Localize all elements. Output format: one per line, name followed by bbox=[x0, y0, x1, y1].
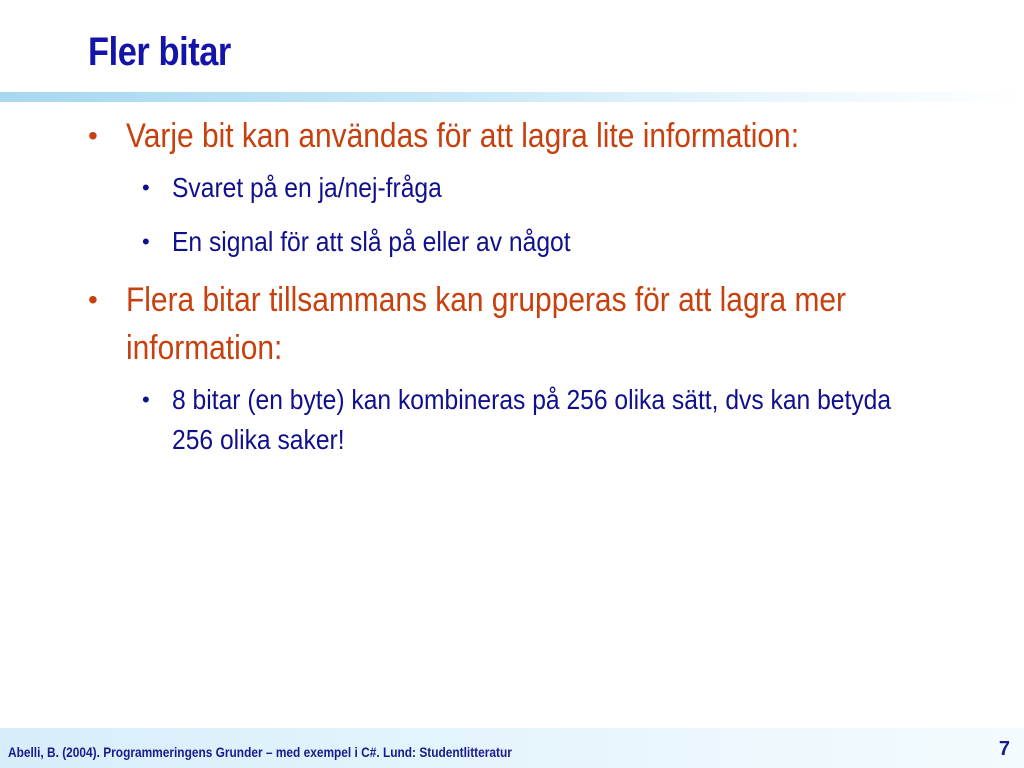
slide-title: Fler bitar bbox=[88, 30, 231, 74]
bullet-item bbox=[88, 112, 888, 160]
title-divider bbox=[0, 92, 1024, 102]
sub-bullet-item bbox=[88, 380, 892, 460]
page-number: 7 bbox=[998, 738, 1010, 760]
slide-body bbox=[88, 112, 892, 474]
sub-bullet-text: 8 bitar (en byte) kan kombineras på 256 olika sätt, dvs kan betyda 256 olika saker! bbox=[172, 384, 892, 455]
bullet-icon: • bbox=[142, 175, 150, 200]
bullet-icon: • bbox=[142, 387, 150, 412]
sub-bullet-item bbox=[88, 168, 888, 208]
footer-citation: Abelli, B. (2004). Programmeringens Grunder – med exempel i C#. Lund: Studentlitteratur bbox=[8, 744, 512, 760]
bullet-icon: • bbox=[88, 284, 98, 315]
sub-bullet-item bbox=[88, 222, 888, 262]
bullet-icon: • bbox=[88, 120, 98, 151]
sub-bullet-text: Svaret på en ja/nej-fråga bbox=[172, 172, 442, 203]
bullet-text: Varje bit kan användas för att lagra lite information: bbox=[126, 117, 800, 155]
sub-bullet-text: En signal för att slå på eller av något bbox=[172, 226, 571, 257]
bullet-text: Flera bitar tillsammans kan grupperas för att lagra mer information: bbox=[126, 281, 847, 367]
bullet-icon: • bbox=[142, 229, 150, 254]
bullet-item bbox=[88, 276, 888, 372]
